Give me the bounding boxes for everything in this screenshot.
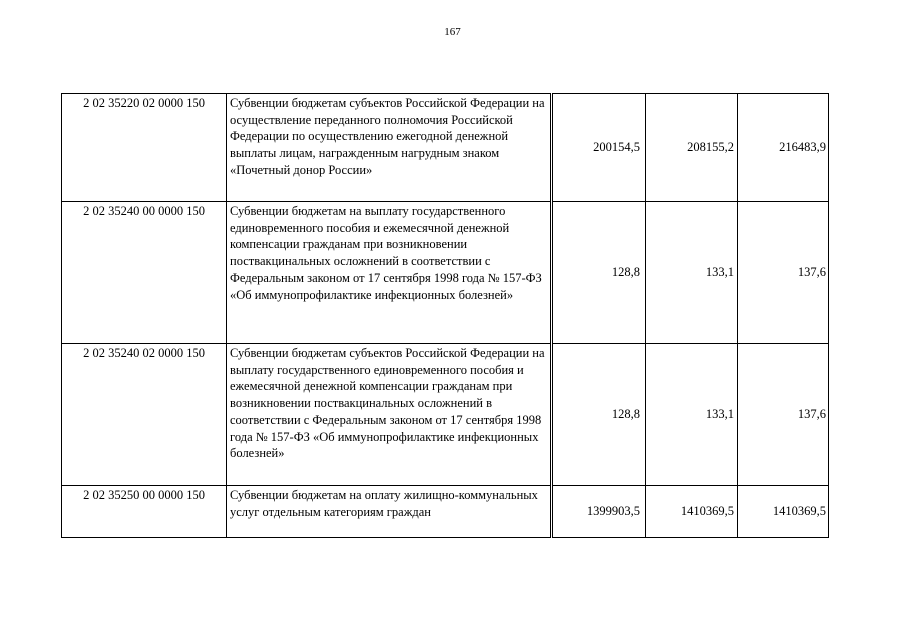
budget-code-cell: 2 02 35240 00 0000 150	[62, 202, 227, 344]
amount-cell-year-2: 208155,2	[646, 94, 738, 202]
description-cell: Субвенции бюджетам на выплату государственного единовременного пособия и ежемесячной денежной компенсации гражданам при возникновении поствакцинальных осложнений в соответствии с Федеральным законом от 17 сентября 1998 года № 157-ФЗ «Об иммунопрофилактике инфекционных болезней»	[227, 202, 552, 344]
table-row	[62, 202, 829, 344]
budget-code-cell: 2 02 35220 02 0000 150	[62, 94, 227, 202]
table-row	[62, 94, 829, 202]
table-row	[62, 486, 829, 538]
amount-cell-year-1: 128,8	[552, 344, 646, 486]
description-cell: Субвенции бюджетам на оплату жилищно-коммунальных услуг отдельным категориям граждан	[227, 486, 552, 538]
page-number: 167	[444, 26, 461, 38]
amount-cell-year-1: 1399903,5	[552, 486, 646, 538]
amount-cell-year-2: 1410369,5	[646, 486, 738, 538]
description-cell: Субвенции бюджетам субъектов Российской Федерации на выплату государственного единовременного пособия и ежемесячной денежной компенсации гражданам при возникновении поствакцинальных осложнений в соответствии с Федеральным законом от 17 сентября 1998 года № 157-ФЗ «Об иммунопрофилактике инфекционных болезней»	[227, 344, 552, 486]
amount-cell-year-1: 128,8	[552, 202, 646, 344]
amount-cell-year-3: 1410369,5	[738, 486, 829, 538]
amount-cell-year-3: 137,6	[738, 344, 829, 486]
amount-cell-year-2: 133,1	[646, 202, 738, 344]
amount-cell-year-3: 137,6	[738, 202, 829, 344]
table-row	[62, 344, 829, 486]
budget-code-cell: 2 02 35250 00 0000 150	[62, 486, 227, 538]
description-cell: Субвенции бюджетам субъектов Российской Федерации на осуществление переданного полномочия Российской Федерации по осуществлению ежегодной денежной выплаты лицам, награжденным нагрудным знаком «Почетный донор России»	[227, 94, 552, 202]
amount-cell-year-3: 216483,9	[738, 94, 829, 202]
budget-table	[61, 93, 829, 538]
amount-cell-year-2: 133,1	[646, 344, 738, 486]
amount-cell-year-1: 200154,5	[552, 94, 646, 202]
budget-code-cell: 2 02 35240 02 0000 150	[62, 344, 227, 486]
